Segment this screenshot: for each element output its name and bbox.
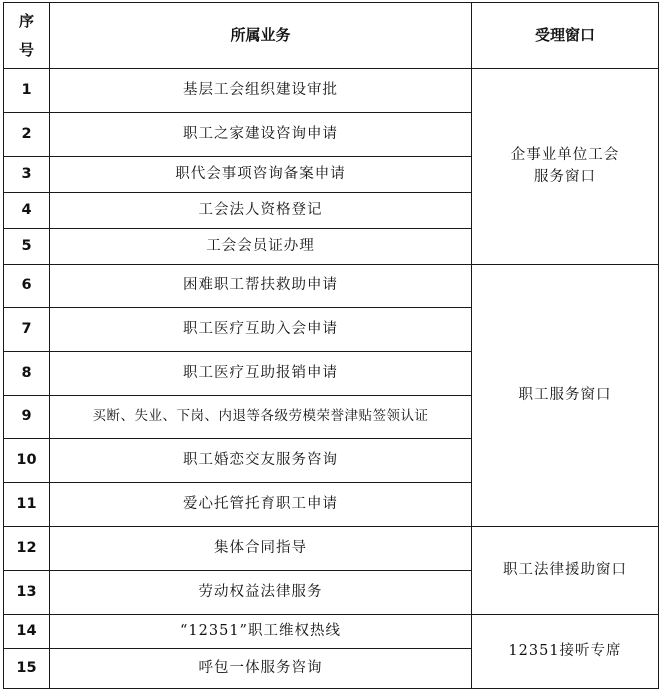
row-business: 集体合同指导 (50, 527, 472, 571)
row-number: 2 (4, 113, 50, 157)
row-business: 工会法人资格登记 (50, 193, 472, 229)
row-business: 呼包一体服务咨询 (50, 649, 472, 689)
row-number: 5 (4, 229, 50, 265)
header-window: 受理窗口 (472, 3, 659, 69)
row-number: 13 (4, 571, 50, 615)
row-number: 3 (4, 157, 50, 193)
row-business: 困难职工帮扶救助申请 (50, 265, 472, 308)
header-seq-line1: 序 (18, 12, 34, 30)
row-number: 15 (4, 649, 50, 689)
row-number: 11 (4, 483, 50, 527)
row-business: 基层工会组织建设审批 (50, 69, 472, 113)
table-row (4, 615, 659, 649)
header-business: 所属业务 (50, 3, 472, 69)
row-business: 买断、失业、下岗、内退等各级劳模荣誉津贴签领认证 (50, 396, 472, 439)
row-number: 9 (4, 396, 50, 439)
row-business: 职工医疗互助入会申请 (50, 308, 472, 352)
window-enterprise-line1: 企事业单位工会 (510, 147, 620, 164)
row-number: 6 (4, 265, 50, 308)
row-business: 劳动权益法律服务 (50, 571, 472, 615)
window-hotline: 12351接听专席 (472, 615, 659, 689)
row-business: 工会会员证办理 (50, 229, 472, 265)
window-enterprise (472, 69, 659, 265)
row-number: 8 (4, 352, 50, 396)
row-number: 7 (4, 308, 50, 352)
window-legal-aid: 职工法律援助窗口 (472, 527, 659, 615)
row-number: 10 (4, 439, 50, 483)
table-row (4, 265, 659, 308)
row-number: 12 (4, 527, 50, 571)
row-number: 14 (4, 615, 50, 649)
service-table (3, 2, 659, 689)
window-worker-service: 职工服务窗口 (472, 265, 659, 527)
row-business: 爱心托管托育职工申请 (50, 483, 472, 527)
header-seq (4, 3, 50, 69)
row-number: 4 (4, 193, 50, 229)
row-business: 职代会事项咨询备案申请 (50, 157, 472, 193)
row-business: 职工医疗互助报销申请 (50, 352, 472, 396)
header-seq-line2: 号 (18, 40, 34, 59)
row-number: 1 (4, 69, 50, 113)
table-row (4, 527, 659, 571)
row-business: “12351”职工维权热线 (50, 615, 472, 649)
row-business: 职工婚恋交友服务咨询 (50, 439, 472, 483)
table-row (4, 69, 659, 113)
window-enterprise-line2: 服务窗口 (534, 168, 596, 185)
row-business: 职工之家建设咨询申请 (50, 113, 472, 157)
table-header-row (4, 3, 659, 69)
